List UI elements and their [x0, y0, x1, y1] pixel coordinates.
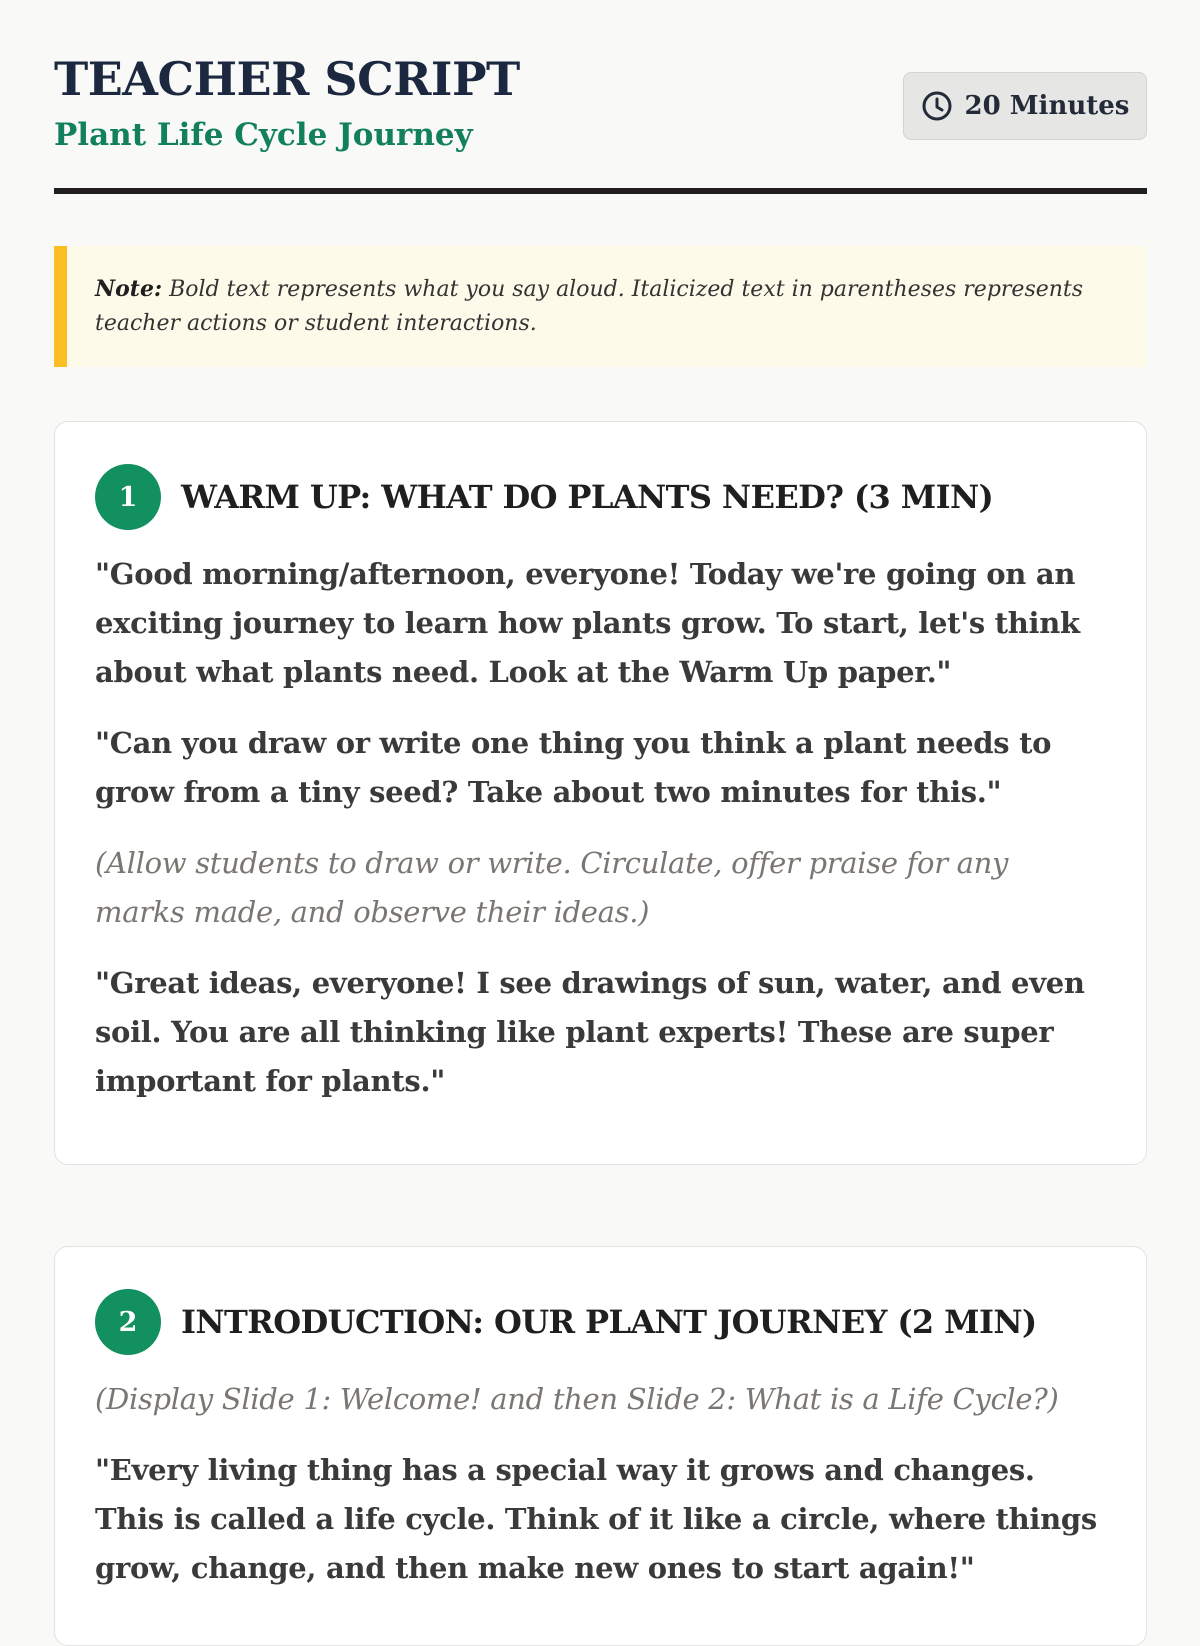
section-heading: [95, 464, 1106, 530]
section-heading: [95, 1289, 1106, 1355]
section-title: WARM UP: WHAT DO PLANTS NEED? (3 MIN): [181, 478, 994, 516]
step-number-badge: 2: [95, 1289, 161, 1355]
clock-icon: [921, 90, 953, 122]
section-warm-up: [54, 421, 1147, 1165]
teacher-action: (Allow students to draw or write. Circulate, offer praise for any marks made, and observe their ideas.): [95, 846, 1009, 929]
spoken-line: "Great ideas, everyone! I see drawings of sun, water, and even soil. You are all thinking like plant experts! These are super important for plants.": [95, 966, 1085, 1098]
spoken-line: "Can you draw or write one thing you think a plant needs to grow from a tiny seed? Take about two minutes for this.": [95, 726, 1052, 809]
spoken-line: "Good morning/afternoon, everyone! Today we're going on an exciting journey to learn how plants grow. To start, let's think about what plants need. Look at the Warm Up paper.": [95, 557, 1080, 689]
duration-badge: [903, 72, 1147, 140]
note-label: Note:: [95, 276, 163, 302]
lesson-subtitle: Plant Life Cycle Journey: [54, 117, 473, 153]
section-title: INTRODUCTION: OUR PLANT JOURNEY (2 MIN): [181, 1303, 1037, 1341]
duration-label: 20 Minutes: [964, 91, 1130, 121]
document-title: TEACHER SCRIPT: [54, 52, 520, 106]
note-text: Bold text represents what you say aloud. Italicized text in parentheses represents teacher actions or student interactions.: [95, 277, 1084, 336]
step-number-badge: 1: [95, 464, 161, 530]
section-introduction: [54, 1246, 1147, 1646]
teacher-action: (Display Slide 1: Welcome! and then Slide 2: What is a Life Cycle?): [95, 1382, 1059, 1416]
teacher-script-page: [54, 0, 1147, 1585]
spoken-line: "Every living thing has a special way it grows and changes. This is called a life cycle. Think of it like a circle, where things grow, change, and then make new ones to start again!": [95, 1453, 1097, 1585]
formatting-note: [54, 246, 1147, 367]
script-header: [54, 0, 1147, 194]
